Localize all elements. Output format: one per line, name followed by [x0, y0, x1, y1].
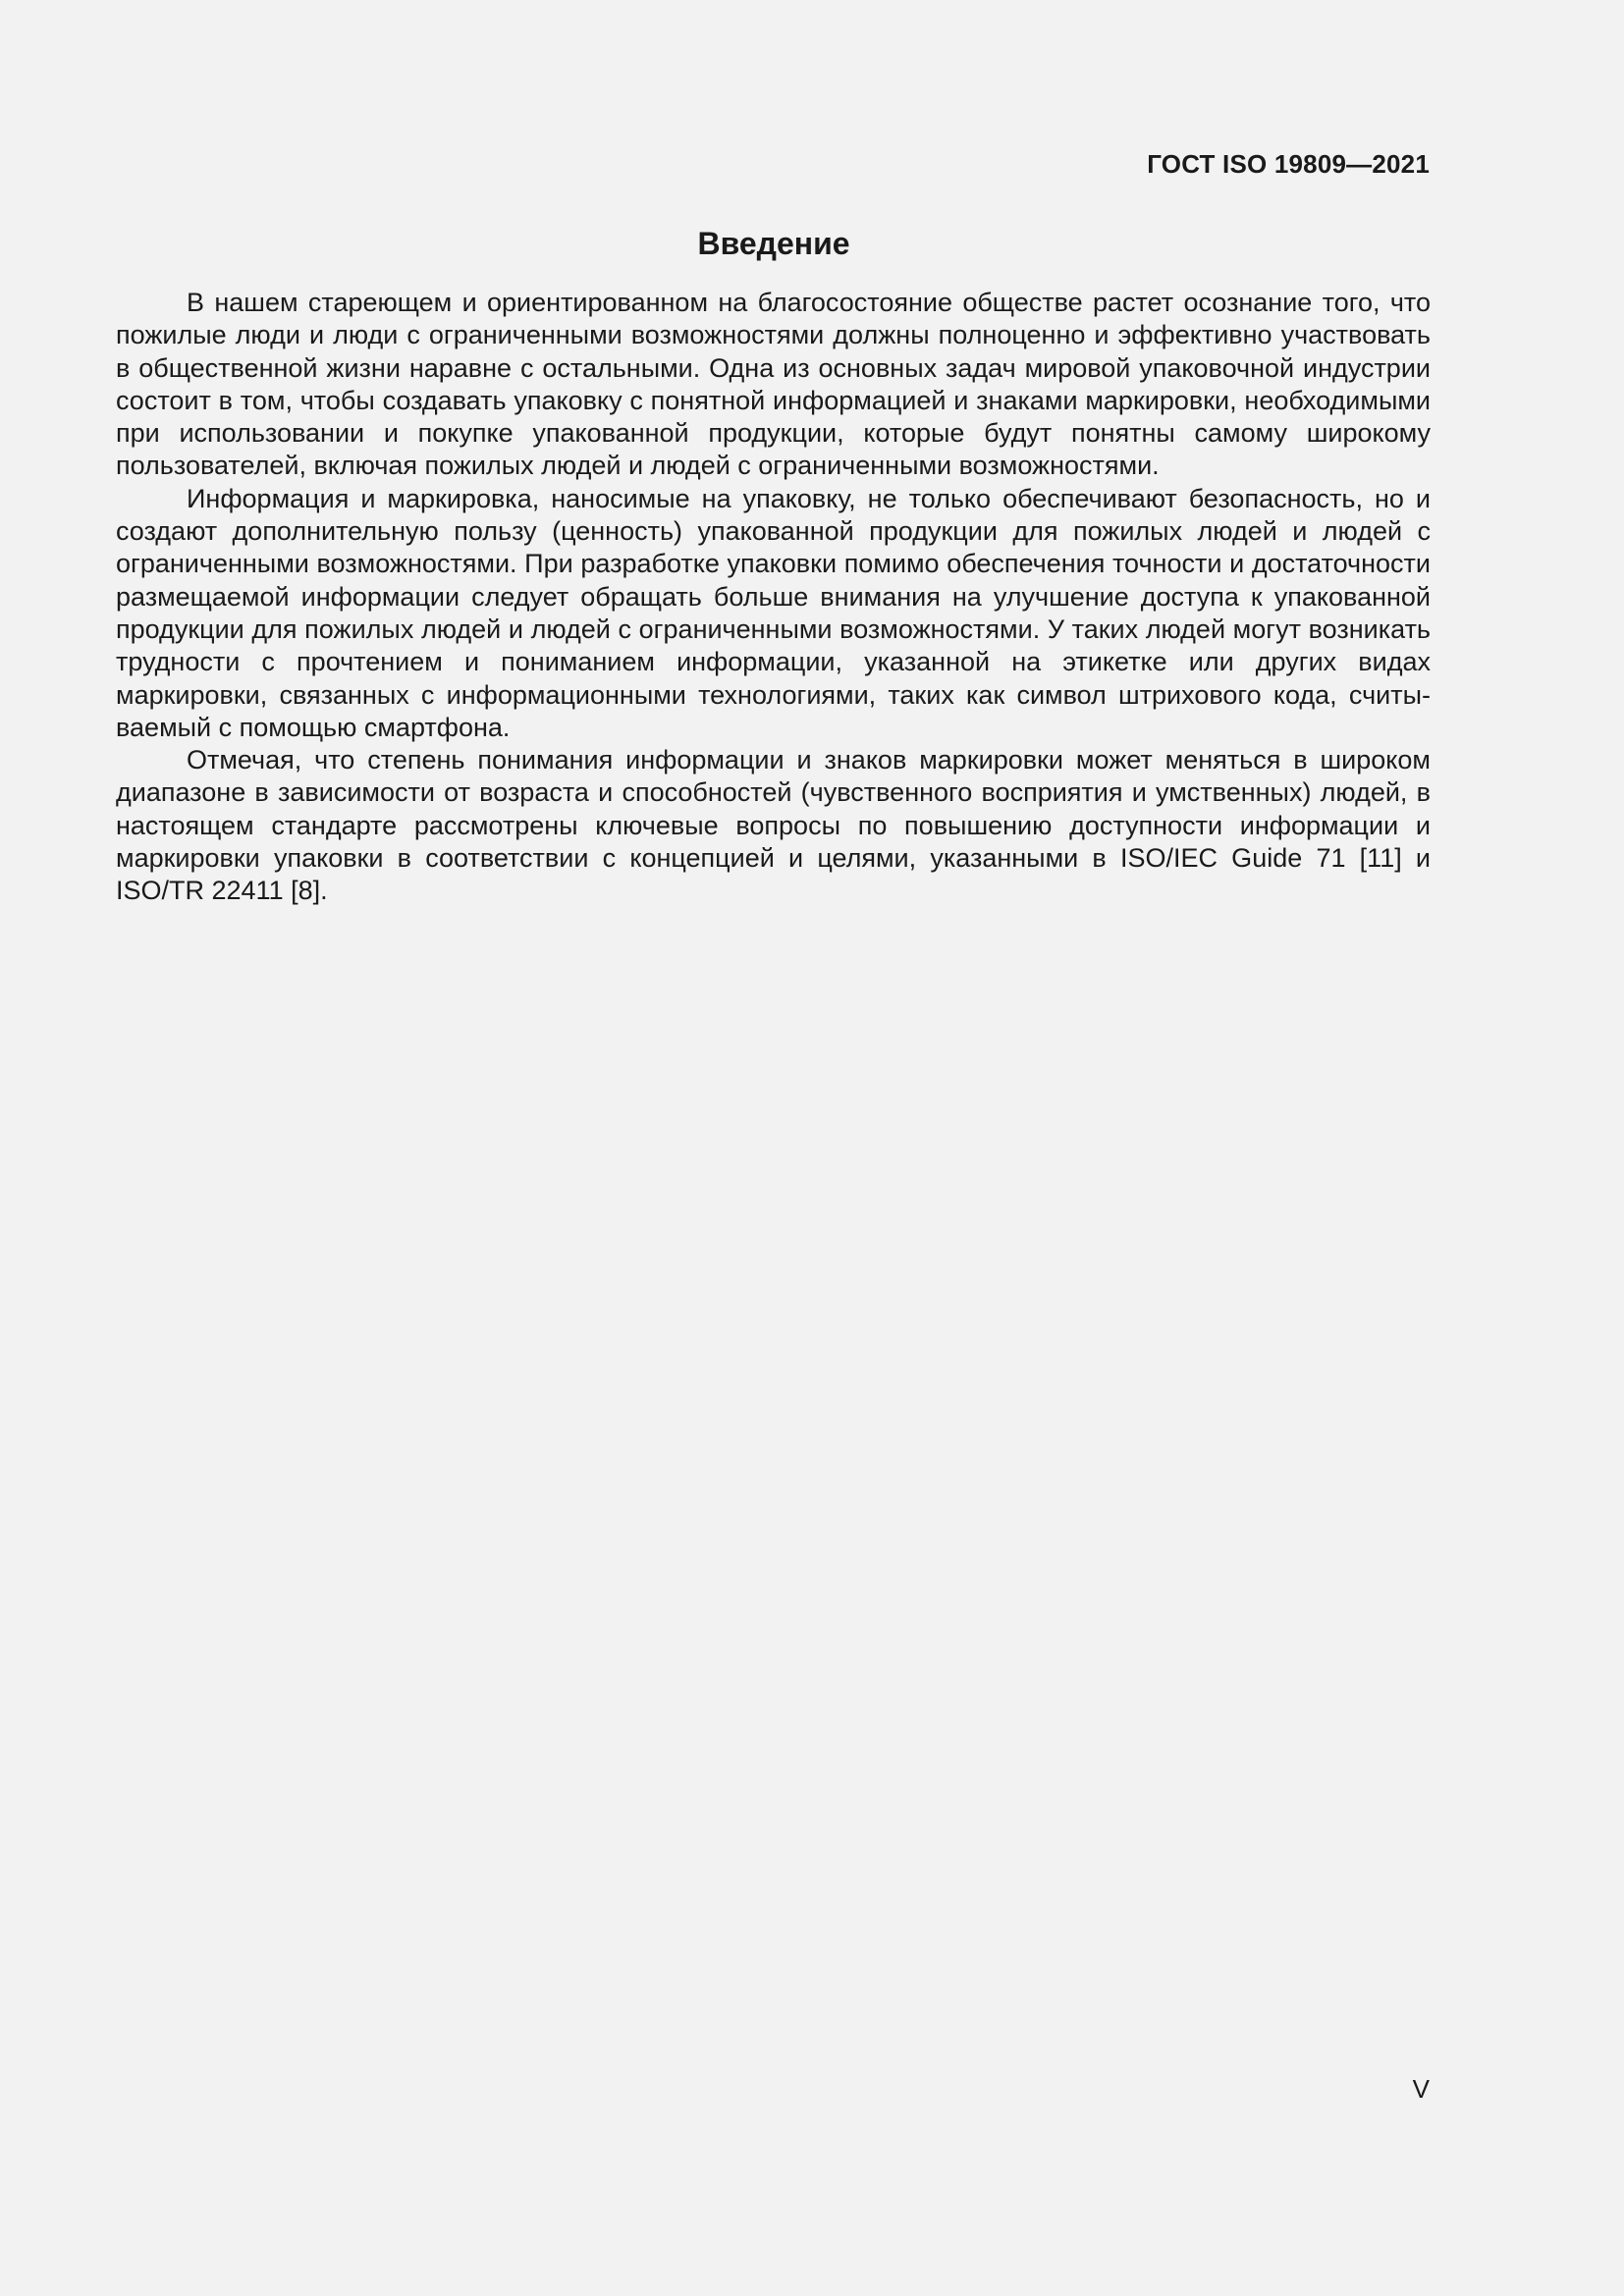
paragraph-2: Информация и маркировка, наносимые на упаковку, не только обеспечивают безопасность, но и создают дополнительную пользу (ценность) упакованной продукции для пожилых людей и людей с ограниченными возможностями. При разработке упаковки помимо обеспечения точности и достаточности размещаемой информации следует обращать больше внимания на улучшение доступа к упакованной продукции для пожилых людей и людей с ограниченными возможностями. У таких людей могут возникать трудности с прочтением и пониманием информации, указанной на этикетке или других видах маркировки, связанных с информационными технологиями, таких как символ штрихового кода, считываемый с помощью смартфона. — [116, 483, 1431, 742]
body-text — [116, 287, 1431, 908]
paragraph-1: В нашем стареющем и ориентированном на благосостояние обществе растет осознание того, что пожилые люди и люди с ограниченными возможностями должны полноценно и эффективно участвовать в общественной жизни наравне с остальными. Одна из основных задач мировой упаковочной индустрии состоит в том, чтобы создавать упаковку с понятной информацией и знаками маркировки, необходимыми при использовании и покупке упакованной продукции, которые будут понятны самому широкому пользователей, включая пожилых людей и людей с ограниченными возможностями. — [116, 288, 1431, 481]
page-number: V — [1412, 2074, 1430, 2104]
document-code-header: ГОСТ ISO 19809—2021 — [1147, 149, 1430, 179]
section-title: Введение — [697, 226, 850, 261]
paragraph-3: Отмечая, что степень понимания информации и знаков маркировки может меняться в широком диапазоне в зависимости от возраста и способностей (чувственного восприятия и умственных) людей, в настоящем стандарте рассмотрены ключевые вопросы по повышению доступности информации и маркировки упаковки в соответствии с концепцией и целями, указанными в ISO/IEC Guide 71 [11] и ISO/TR 22411 [8]. — [116, 745, 1431, 906]
